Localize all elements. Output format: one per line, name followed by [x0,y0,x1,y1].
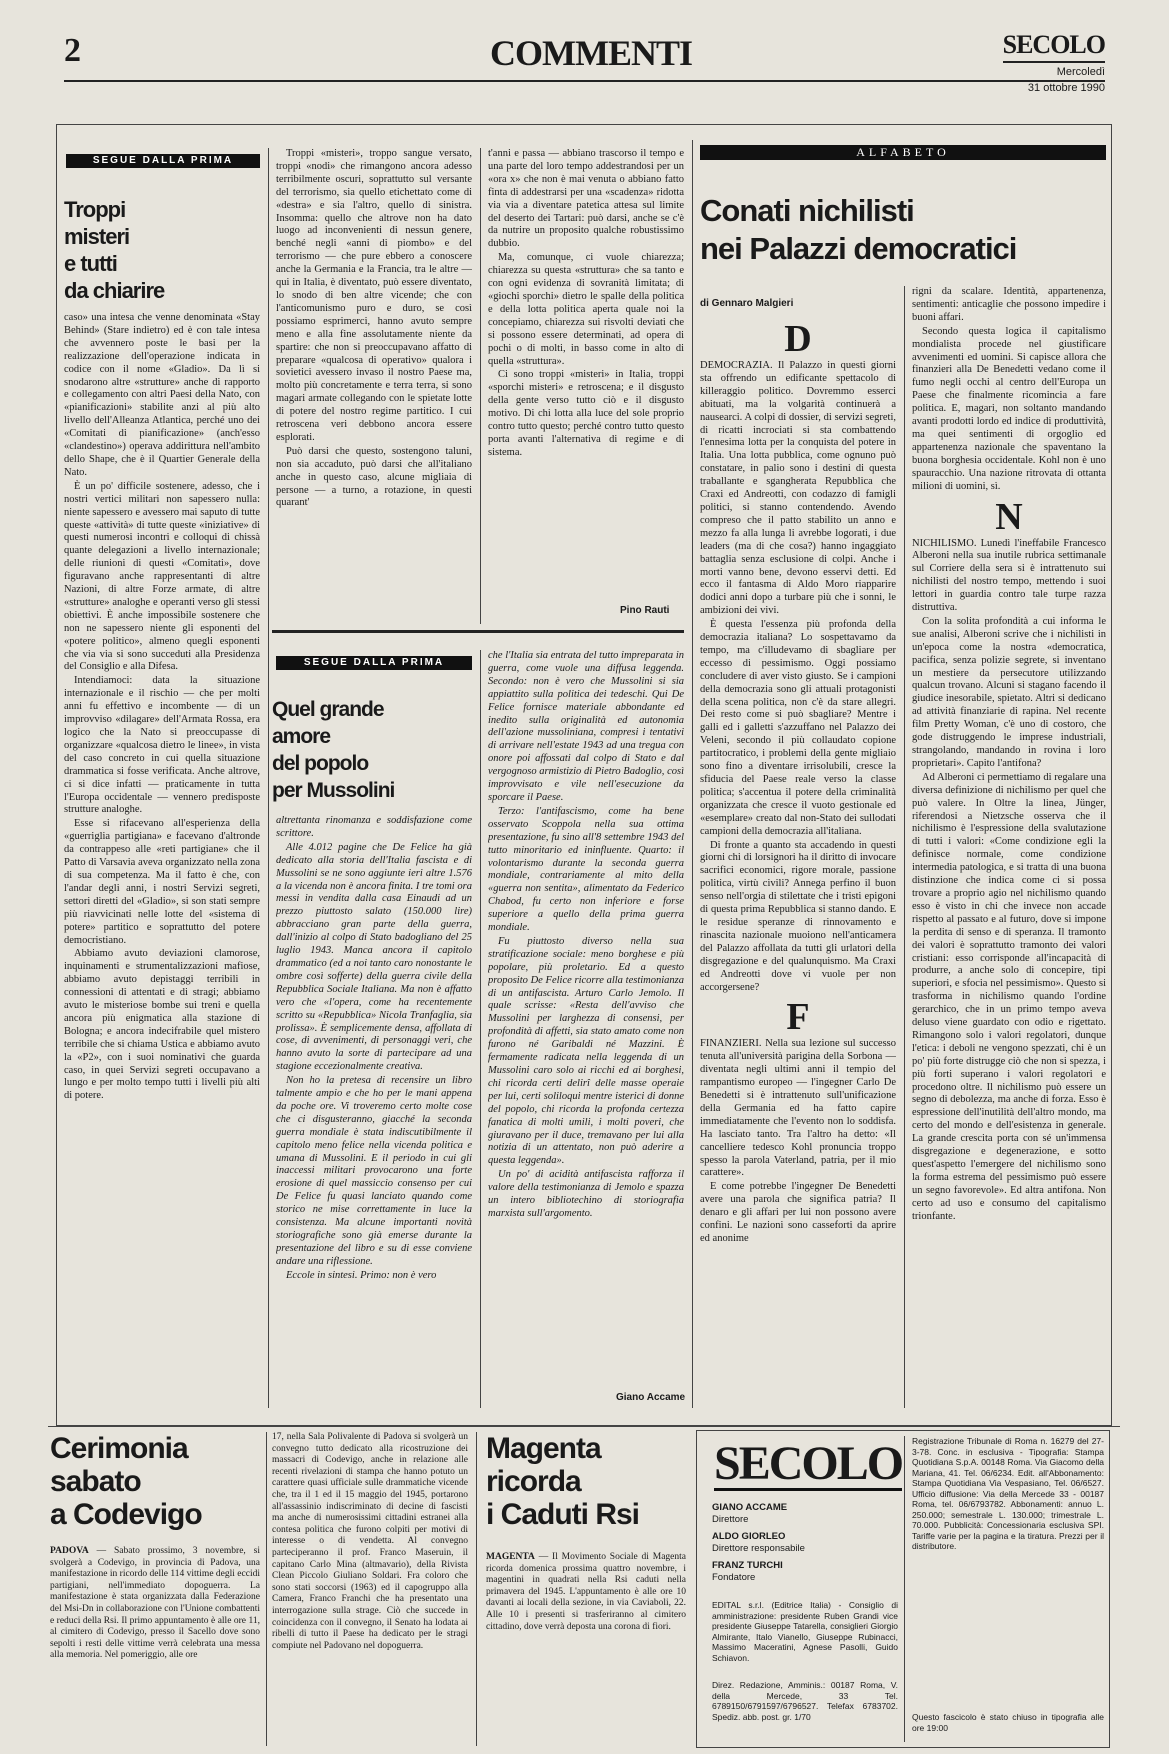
alfabeto-headline-line: nei Palazzi democratici [700,231,1017,266]
alfabeto-column-2 [912,286,1106,1408]
paragraph: DEMOCRAZIA. Il Palazzo in questi giorni sta offrendo un edificante spettacolo di killeraggio politico. Dovremmo esserci abituati, ma la volgarità continuerà a nausearci. A colpi di dossier, di servizi segreti, di ricatti incrociati si sta combattendo l'ennesima lotta per la conquista del potere in Italia. Una lotta pubblica, come ognuno può constatare, in palio sono i destini di questa traballante e sgangherata Repubblica che Craxi ed Andreotti, con codazzo di famigli politici, si stanno contendendo. Avendo compreso che il patto stabilito un anno e mezzo fa alla lunga li avrebbe logorati, i due leaders (ma di che cosa?) hanno ingaggiato battaglia senza esclusione di colpi. Anche i morti vanno bene, devono esservi detti. Ed ecco il fantasma di Aldo Moro riapparire dodici anni dopo a turbare più che i sonni, le ambizioni dei vivi. [700,360,896,617]
article2-headline-line: del popolo [272,752,369,775]
staff-role: Direttore [712,1514,749,1525]
bottom1-body: Sabato prossimo, 3 novembre, si svolgerà a Codevigo, in provincia di Padova, una manifestazione in ricordo delle 114 vittime degli eccidi partigiani, nell'immediato dopoguerra. La manifestazione è stata organizzata dalla Federazione del Msi-Dn in collaborazione con l'Unione combattenti e reduci della Rsi. Il primo appuntamento è alle ore 11, al cimitero di Codevigo, presso il Sacello dove sono sepolti i resti delle vittime verrà celebrata una messa alla memoria. Nel pomeriggio, alle ore [50,1546,260,1661]
article2-kicker: SEGUE DALLA PRIMA [276,656,472,670]
masthead-staff [712,1502,898,1584]
column-divider [266,1432,267,1746]
paragraph: Fu piuttosto diverso nella sua stratificazione sociale: meno borghese e più popolare, più proletario. Ed a questo proposito De Felice ricorre alla testimonianza di un antifascista. Arturo Carlo Jemolo. Il quale scrisse: «Resta dell'avviso che Mussolini per larghezza di consensi, per profondità di affetti, sia stato amato come non furono né Garibaldi né Mazzini. È fermamente radicata nella leggenda di un Mussolini caro solo ai ricchi ed ai borghesi, chi ricorda certi delirî delle masse operaie per lui, certi soliloqui mentre isterici di donne del popolo, chi ricorda la profonda certezza fanatica di molti umili, i molti poveri, che giuravano per il duce, tremavano per lui alla notizia di un attentato, non può aderire a questa leggenda». [488,935,684,1167]
column-divider [476,1432,477,1746]
paragraph: Ma, comunque, ci vuole chiarezza; chiarezza su questa «struttura» che sa tanto e con ogni evidenza di sovranità limitata; di «giochi sporchi» dietro le spalle della politica e della lotta politica aperta quale noi la concepiamo, chiarezza sui risvolti deviati che si possono essere determinati, ad opera di pochi o di molti, in basso come in alto di quella «struttura». [488,252,684,367]
paragraph: Non ho la pretesa di recensire un libro talmente ampio e che ho per le mani appena da poche ore. Vi troveremo certo molte cose che ci disgusteranno, giacché la seconda guerra mondiale è stata indiscutibilmente il capitolo meno felice nella vicenda politica e umana di Mussolini. E il periodo in cui gli inaccessi militari provocarono una forte erosione di quel massiccio consenso per cui De Felice fu quasi lanciato quando come storico ne mise correttamente in luce la consistenza. Ma alcune importanti novità storiografiche sono già emerse durante la presentazione del libro e su di esse conviene andare una riflessione. [276,1075,472,1267]
paragraph: Con la solita profondità a cui informa le sue analisi, Alberoni scrive che i nichilisti in un'epoca come la nostra «democratica, pacifica, senza polizie segrete, si inventano un mestiere da persecutore utilizzando qualcun trovano. Alcuni si stagano facendo il giudice inesorabile, spietato. Altri si dedicano ad attività finanziarie di rapina. Nel recente film Pretty Woman, c'è uno di costoro, che gode distruggendo le imprese industriali, strangolando, mandando in rovina i loro proprietari». Capito l'antifona? [912,615,1106,769]
masthead-footer: Questo fascicolo è stato chiuso in tipografia alle ore 19:00 [912,1712,1104,1733]
paragraph: Troppi «misteri», troppo sangue versato, troppi «nodi» che rimangono ancora adesso terribilmente oscuri, soprattutto sul versante del terrorismo, sia quello etichettato come di «destra» e sia l'altro, quello di sinistra. Insomma: quello che altrove non ha dato luogo ad inconvenienti di nessun genere, benché negli «anni di piombo» e del terrorismo — che pure ebbero a conoscere anche la Germania e la Francia, tra le altre — qui in Italia, è diventato, può essere diventato, lo snodo di ben altre vicende; che con l'anticomunismo puro e duro, se così possiamo esprimerci, hanno avuto sempre meno e alla fine assolutamente niente da spartire: che non si preoccupavano affatto di preparare «qualcosa di operativo» qualora i sovietici avessero invaso il nostro Paese ma, molto più concretamente e terra terra, si sono magari armate collegando con le spietate lotte di potere del nostro regime partitico. I cui retroscena veri debbono ancora essere esplorati. [276,148,472,443]
paragraph: FINANZIERI. Nella sua lezione sul successo tenuta all'università parigina della Sorbona — diventata negli ultimi anni il tempio del rampantismo europeo — l'ingegner Carlo De Benedetti si è intrattenuto sull'unificazione della Germania ed ha fatto capire immediatamente che l'evento non lo soddisfa. Ha lasciato tanto. Tra l'altro ha detto: «Il cancelliere tedesco Kohl pronuncia troppo spesso la parola Vaterland, patria, per il mio carattere». [700,1038,896,1179]
alfabeto-headline [700,192,1106,268]
paragraph: Intendiamoci: data la situazione internazionale e il rischio — che per molti anni fu effettivo e incombente — di un improvviso «dilagare» dell'Armata Rossa, era logico che la Nato si preoccupasse di organizzare «qualcosa dietro le linee», in vista del caso concreto in cui quella situazione drammatica si fosse verificata. Anche altrove, ci si dice infatti — praticamente in tutta l'Europa occidentale — vennero predisposte strutture analoghe. [64,675,260,816]
staff-name: ALDO GIORLEO [712,1531,786,1542]
masthead-logo: SECOLO [714,1437,903,1490]
paragraph: caso» una intesa che venne denominata «Stay Behind» (Stare indietro) ed è con tale intesa che avvennero poste le basi per la realizzazione dell'operazione indicata in codice con il nome «Gladio». Da lì si snodarono altre «strutture» anche di rapporto e collegamento con altri Paesi della Nato, con «pianificazioni» stabilite anzi al più alto livello dell'Alleanza Atlantica, perché uno dei «Comitati di pianificazione» (anch'esso «clandestino») operava addirittura nell'ambito dello Shape, che è il Quartier Generale della Nato. [64,312,260,478]
article1-column-3 [488,148,684,578]
column-divider [480,148,481,624]
article2-headline-line: Quel grande [272,698,384,721]
dropcap-n: N [995,495,1023,538]
article1-headline-line: da chiarire [64,278,165,303]
article1-headline-line: Troppi [64,197,126,222]
bottom-rule [48,1426,1120,1427]
bottom2-column-1 [486,1552,686,1746]
bottom2-headline-line: ricorda [486,1465,581,1498]
dateline: MAGENTA [486,1552,535,1562]
bottom1-column-2 [272,1432,468,1746]
alfabeto-byline: di Gennaro Malgieri [700,298,794,309]
paragraph: Terzo: l'antifascismo, come ha bene osservato Scoppola nella sua ottima presentazione, fu sino all'8 settembre 1943 del tutto minoritario ed ininfluente. Quarto: il volontarismo durante la seconda guerra mondiale, contrariamente al mito della «guerra non sentita», alimentato da Federico Chabod, fu certo non inferiore e forse superiore a quello della prima guerra mondiale. [488,805,684,934]
paragraph: che l'Italia sia entrata del tutto impreparata in guerra, come vuole una diffusa leggenda. Secondo: non è vero che Mussolini si sia appiattito sulla politica dei tedeschi. Qui De Felice fornisce materiale abbondante ed inedito sulla originalità ed autonomia dell'azione mussoliniana, compresi i tentativi di arrivare nell'estate 1943 ad una tregua con onore poi affossati dal colpo di Stato e dal vergognoso armistizio di Pietro Badoglio, così improvvisato e vile nell'esecuzione da sporcare il Paese. [488,650,684,803]
paragraph: altrettanta rinomanza e soddisfazione come scrittore. [276,815,472,839]
weekday: Mercoledì [1056,66,1105,78]
paragraph: NICHILISMO. Lunedì l'ineffabile Francesco Alberoni nella sua inutile rubrica settimanale sul Corriere della sera si è intrattenuto sui nichilisti del nostro tempo, mettendo i suoi lettori in guardia contro tale turpe razza distruttiva. [912,537,1106,614]
paragraph: È un po' difficile sostenere, adesso, che i nostri vertici militari non sapessero nulla: niente sapessero e avessero mai saputo di tutte queste «attività» di tutte queste «iniziative» di questi numerosi incontri e colloqui di chissà quante delegazioni a livello internazionale; delle riunioni di questi «Comitati», dove figuravano anche rappresentanti di altre Nazioni, di altre Forze armate, di altre «strutture» analoghe e operanti verso gli stessi obiettivi. È anche impossibile sostenere che non ne sapessero niente gli esponenti del «potere politico», almeno quegli esponenti che via via si sono succeduti alla Presidenza del Consiglio e alla Difesa. [64,480,260,673]
column-divider [692,140,693,1408]
article2-headline-line: per Mussolini [272,779,395,802]
paragraph: Esse si rifacevano all'esperienza della «guerriglia partigiana» e facevano d'altronde da contrappeso alle «reti partigiane» che il Patto di Varsavia aveva organizzato nella zona di sua competenza. Ma il fatto è che, con l'andar degli anni, i nostri Servizi segreti, settori diretti del «Gladio», si son stati sempre più riavvicinati nelle lotte del «sistema di potere» partitico e soprattutto del potere democristiano. [64,818,260,946]
dropcap-f: F [786,996,810,1039]
paragraph: MAGENTA — Il Movimento Sociale di Magenta ricorda domenica prossima quattro novembre, i magentini in quadrati nella Rsi caduti nella primavera del 1945. L'appuntamento è alle ore 10 davanti ai locali della sezione, in via Caviaboli, 22. Alle 10 i presenti si trasferiranno al cimitero cittadino, dove verrà deposta una corona di fiori. [486,1552,686,1632]
paragraph: Eccole in sintesi. Primo: non è vero [286,1269,437,1281]
article1-headline [64,196,260,304]
alfabeto-kicker: ALFABETO [700,145,1106,160]
article1-column-1 [64,312,260,1407]
page-number: 2 [64,32,81,69]
masthead-redazione: Direz. Redazione, Amminis.: 00187 Roma, V. della Mercede, 33 Tel. 6789150/6791597/6796527. Telefax 6783702. Spediz. abb. post. gr. 1/70 [712,1680,898,1722]
masthead-edital: EDITAL s.r.l. (Editrice Italia) - Consiglio di amministrazione: presidente Ruben Grandi vice presidente Giuseppe Tatarella, consiglieri Giorgio Almirante, Italo Vianello, Giuseppe Rubinacci, Massimo Maceratini, Agnese Pasolli, Guido Schiavon. [712,1600,898,1663]
column-divider [480,650,481,1408]
alfabeto-headline-line: Conati nichilisti [700,193,914,228]
staff-role: Fondatore [712,1572,756,1583]
article1-kicker: SEGUE DALLA PRIMA [66,154,260,168]
paragraph: Un po' di acidità antifascista rafforza il valore della testimonianza di Jemolo e spazza un intero bibliotechino di storiografia marxista sull'argomento. [488,1169,684,1219]
column-divider [904,1436,905,1742]
paragraph: Alle 4.012 pagine che De Felice ha già dedicato alla storia dell'Italia fascista e di Mussolini se ne sono aggiunte ieri altre 1.576 a la vicenda non è ancora finita. I tre tomi ora messi in vendita dalla casa Einaudi ad un prezzo piuttosto salato (150.000 lire) abbracciano gran parte della guerra, dall'inizio al colpo di Stato badogliano del 25 luglio 1943. Manca ancora il capitolo drammatico (ed a noi tanto caro nonostante le ombre così sofferte) della guerra civile della Repubblica Sociale Italiana. Ma non è affatto vero che «l'opera, come ha recentemente scritto su «Repubblica» Nicola Tranfaglia, sia prolissa». È semplicemente densa, affollata di cose, di avvenimenti, di personaggi veri, che hanno avuto la sorte di partecipare ad una stagione eccezionalmente creativa. [276,841,472,1073]
paragraph: È questa l'essenza più profonda della democrazia italiana? Lo sospettavamo da tempo, ma c'illudevamo di sbagliare per eccesso di pessimismo. Oggi possiamo concludere di aver visto giusto. Se i campioni della democrazia sono gli attuali protagonisti della scena politica, non c'è da stare allegri. Dei resto come si può sbagliare? Mentre i galli ed i galletti s'azzuffano nel Palazzo dei Veleni, secondo il più collaudato copione partitocratico, i problemi della gente migliaio sono fino a diventare irrisolubili, cresce la sfiducia del Paese reale verso la classe politica; s'accentua il potere della criminalità organizzata che cresce il vuoto gestionale ed «esemplare» creato dal non-Stato dei sullodati campioni della democrazia all'italiana. [700,619,896,837]
column-divider [268,148,269,1408]
article1-headline-line: misteri [64,224,130,249]
bottom2-headline-line: i Caduti Rsi [486,1498,640,1531]
paragraph: Ad Alberoni ci permettiamo di regalare una diversa definizione di nichilismo per quel che può valere. In Oltre la linea, Jünger, riferendosi a Nietzsche osserva che il nichilismo è l'espressione della svalutazione di tutti i valori: «Come condizione egli la definisce normale, come condizione intermedia patologica, e si tratta di una buona distinzione che indica come ci si possa trovare a proprio agio nel nichilismo quando esso è visto in chi che invece non accade rispetto al passato e al futuro, dove si impone la perdita di senso e di speranza. Il tramonto dei valori è soprattutto tramonto dei valori cristiani: esso corrisponde all'incapacità di produrre, a anche solo di concepire, tipi superiori, e sfocia nel pessimismo». Questo si trasforma in nichilismo quando l'ordine gerarchico, che in un primo tempo aveva deluso viene guardato con odio e rigettato. Rimangono solo i valori regolatori, dunque l'etica: i deboli ne vengono spezzati, chi è un po' più forte distrugge ciò che non si spezza, i più forti superano i valori regolatori e procedono oltre. Il nichilismo può essere un segno di debolezza, ma anche di forza. Esso è espressione dell'inutilità dell'altro mondo, ma certo del mondo e dell'esistenza in generale. La grande crescita porta con sé un'immensa disgregazione e degenerazione, e sotto quest'aspetto l'emergere del nichilismo sono la forma estrema del pessimismo può essere un segno favorevole». Ed altra antifona. Non certo ad uso e consumo del capitalismo trionfante. [912,771,1106,1222]
article1-headline-line: e tutti [64,251,117,276]
column-divider [904,286,905,1408]
paper-masthead-small [1003,30,1105,95]
bottom1-headline [50,1432,260,1531]
paragraph: rigni da scalare. Identità, appartenenza, sentimenti: anticaglie che possono impedire i buoni affari. [912,286,1106,323]
paragraph: 17, nella Sala Polivalente di Padova si svolgerà un convegno tutto dedicato alla ricostruzione dei massacri di Codevigo, anche in relazione alle recenti rivelazioni di stampa che hanno potuto un carattere quasi ufficiale sulle drammatiche vicende che, tra il 1 ed il 15 maggio del 1945, portarono all'assassinio indiscriminato di decine di fascisti ma anche di numerosissimi cittadini estranei alla contesa politica che furono colpiti per motivi di interesse o di vendetta. Al convegno parteciperanno il prof. Franco Maseruin, il capitano Carlo Mina (altmavario), della Rivista Clean Piccolo Giuliano Soldari. Fra coloro che sono stati soccorsi (1963) ed il capogruppo alla Camera, Franco Franchi che ha presentato una interrogazione sulla strage. Ciò che succede in coincidenza con il convegno, il Senato ha lodata ai ribelli di tutto il Paese ha dedicato per le stragi compiute nel Padovano nel dopoguerra. [272,1432,468,1651]
bottom2-body: Il Movimento Sociale di Magenta ricorda domenica prossima quattro novembre, i magentini in quadrati nella Rsi caduti nella primavera del 1945. L'appuntamento è alle ore 10 davanti ai locali della sezione, in via Caviaboli, 22. Alle 10 i presenti si trasferiranno al cimitero cittadino, dove verrà deposta una corona di fiori. [486,1552,686,1632]
paragraph: PADOVA — Sabato prossimo, 3 novembre, si svolgerà a Codevigo, in provincia di Padova, una manifestazione in ricordo delle 114 vittime degli eccidi partigiani, nell'immediato dopoguerra. La manifestazione è stata organizzata dalla Federazione del Msi-Dn in collaborazione con l'Unione combattenti e reduci della Rsi. Il primo appuntamento è alle ore 11, al cimitero di Codevigo, presso il Sacello dove sono sepolti i resti delle vittime verrà celebrata una messa alla memoria. Nel pomeriggio, alle ore [50,1546,260,1661]
article1-signature: Pino Rauti [620,605,670,616]
bottom1-headline-line: a Codevigo [50,1498,202,1531]
article2-signature: Giano Accame [616,1392,686,1403]
bottom1-headline-line: sabato [50,1465,141,1498]
bottom2-headline-line: Magenta [486,1432,601,1465]
paragraph: Può darsi che questo, sostengono taluni, non sia accaduto, può darsi che all'italiano anche in questo caso, alcune migliaia di persone — a turno, a rotazione, in questi quarant' [276,445,472,509]
dateline: PADOVA [50,1546,89,1556]
alfabeto-column-1 [700,316,896,1408]
article2-column-2 [488,650,684,1385]
staff-name: FRANZ TURCHI [712,1560,783,1571]
top-rule [64,80,1105,82]
article2-column-1 [276,815,472,1407]
paragraph: Secondo questa logica il capitalismo mondialista procede nel giustificare avvenimenti ed uomini. Si capisce allora che finanzieri alla De Benedetti vedano come il fumo negli occhi al centro dell'Europa un Paese che finalmente ricomincia a fare politica. E, magari, non soltanto mandando avanti prodotti lordo ed indice di produttività, ma quei sentimenti di orgoglio ed appartenenza nazionale che spaventano la buona borghesia occidentale. Kohl non è uno spauracchio. Una nazione ritrovata di ottanta milioni di uomini, sì. [912,325,1106,492]
article2-headline [272,696,472,804]
article2-headline-line: amore [272,725,331,748]
issue-date: 31 ottobre 1990 [1027,82,1105,94]
staff-role: Direttore responsabile [712,1543,805,1554]
paragraph: Abbiamo avuto deviazioni clamorose, inquinamenti e strumentalizzazioni mafiose, abbiamo avuto depistaggi terribili in connessioni di attentati e di stragi; abbiamo avuto le misteriose bombe sui treni e quella ancora più enigmatica alla stazione di Bologna; e ancora indecifrabile quel mistero terribile che si chiama Ustica e abbiamo avuto la «P2», con i suoi nominativi che guarda caso, in quei Servizi segreti occupavano a lungo e per molto tempo tutti i livelli più alti di potere. [64,948,260,1102]
article-separator [272,630,684,633]
bottom1-headline-line: Cerimonia [50,1432,188,1465]
section-title: COMMENTI [490,33,692,73]
paragraph: Di fronte a quanto sta accadendo in questi giorni chi di lorsignori ha il diritto di invocare sacrifici economici, rigore morale, passione politica, virtù civili? Annega perfino il buon senso nell'orgia di stilettate che i tristi epigoni di questa prima Repubblica si stanno dando. E le residue speranze di rinnovamento e rinascita nazionale muoiono nell'anticamera del Palazzo affollata da tutti gli urlatori della disgregazione e del qualunquismo. Ma Craxi ed Andreotti dove vi vuole per non accorgersene? [700,839,896,993]
paragraph: t'anni e passa — abbiano trascorso il tempo e una parte del loro tempo addestrandosi per un «ora x» che non è mai venuta o abbiano fatto finta di addestrarsi per una «scadenza» ridotta via via a diventare patetica attesa sul limite del deserto dei Tartari: può darsi, anche se c'è da nutrire un proposito qualche robustissimo dubbio. [488,148,684,250]
bottom2-headline [486,1432,686,1531]
bottom1-column-1 [50,1546,260,1746]
article1-column-2 [276,148,472,624]
masthead-right-column: Registrazione Tribunale di Roma n. 16279 del 27-3-78. Conc. in esclusiva - Tipografia: Stampa Quotidiana S.p.A. 00148 Roma. Via Giacomo della Mariana, 41. Tel. 06/6234. Edit. all'Abbonamento: Stampa Quotidiana Via Vespasiano, Tel. 06/6527. Ufficio diffusione: Via della Mercede 33 - 00187 Roma, tel. 06/6793782. Abbonamenti: annuo L. 250.000; semestrale L. 130.000; trimestrale L. 70.000. Pubblicità: Concessionaria esclusiva SPI. Tariffe varie per la pagina e la tiratura. Prezzi per il distributore. [912,1436,1104,1551]
paper-logo: SECOLO [1003,30,1105,63]
staff-name: GIANO ACCAME [712,1502,788,1513]
paragraph: E come potrebbe l'ingegner De Benedetti avere una parola che significa patria? Il denaro e gli affari per lui non possono avere confini. Le nazioni sono casseforti da aprire ed anonime [700,1181,896,1244]
dropcap-d: D [784,318,812,360]
paragraph: Ci sono troppi «misteri» in Italia, troppi «sporchi misteri» e retroscena; e il disgusto della gente verso tutto ciò e il disgusto motivo. Di chi lotta alla luce del sole proprio contro tutto questo; perché contro tutto questo porta avanti l'alternativa di regime e di sistema. [488,369,684,458]
